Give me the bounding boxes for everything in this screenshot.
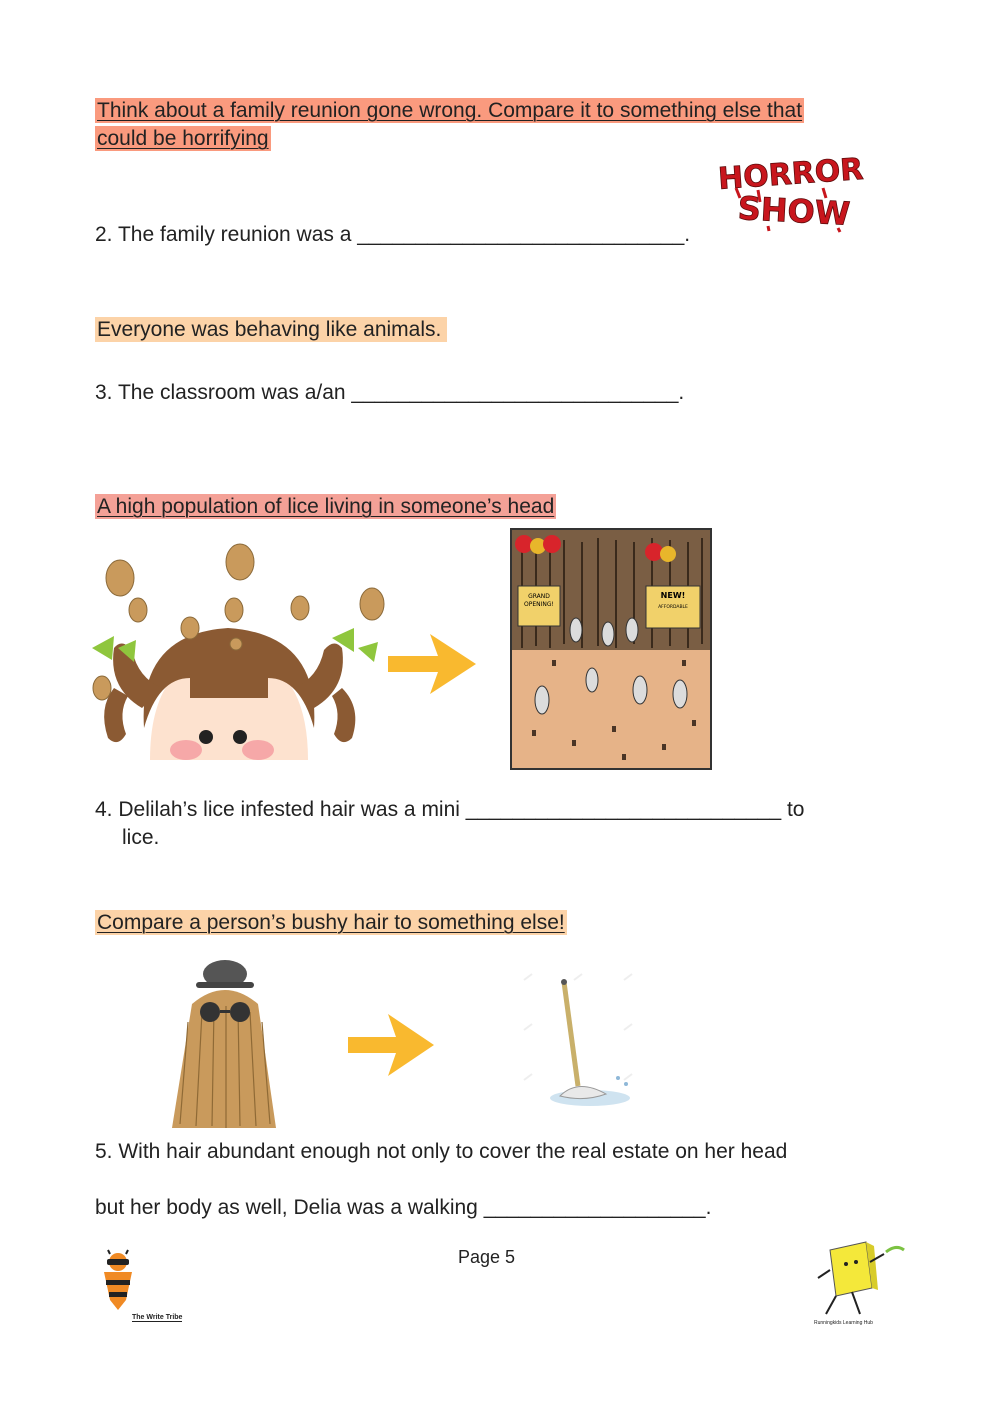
question-4-line-2: lice.	[122, 826, 160, 849]
question-5-line-2: but her body as well, Delia was a walking ___________________.	[95, 1196, 712, 1219]
running-book-icon	[812, 1240, 908, 1318]
question-5-line-1: 5. With hair abundant enough not only to cover the real estate on her head	[95, 1140, 788, 1163]
arrow-right-icon-2	[346, 1012, 436, 1078]
prompt-animals-text: Everyone was behaving like animals.	[95, 317, 447, 342]
prompt-lice-text: A high population of lice living in someone’s head	[97, 495, 555, 518]
prompt-bushy-hair-text: Compare a person’s bushy hair to something else!	[97, 911, 565, 934]
prompt-line-2: could be horrifying	[97, 127, 269, 150]
write-tribe-logo	[98, 1250, 208, 1326]
question-2: 2. The family reunion was a ____________________________.	[95, 223, 691, 246]
svg-text:AFFORDABLE: AFFORDABLE	[658, 605, 688, 610]
question-4-line-1: 4. Delilah’s lice infested hair was a mini ___________________________ to	[95, 798, 805, 821]
svg-text:SHOW: SHOW	[736, 189, 852, 233]
lice-comic-image	[510, 528, 712, 770]
write-tribe-label: The Write Tribe	[132, 1314, 183, 1321]
prompt-line-1: Think about a family reunion gone wrong. Compare it to something else that	[97, 99, 803, 122]
arrow-right-icon	[386, 632, 478, 696]
horror-show-image	[717, 148, 865, 233]
cousin-itt-image	[168, 952, 282, 1132]
prompt-lice	[95, 493, 556, 521]
bee-icon	[98, 1250, 138, 1312]
prompt-animals	[95, 316, 447, 344]
runningkids-logo	[812, 1240, 908, 1344]
page-number: Page 5	[458, 1247, 516, 1267]
question-4	[95, 796, 804, 852]
prompt-bushy-hair	[95, 909, 567, 937]
svg-text:GRAND: GRAND	[528, 593, 550, 600]
svg-text:OPENING!: OPENING!	[524, 601, 554, 608]
prompt-family-reunion	[95, 97, 804, 153]
svg-text:HORROR: HORROR	[717, 151, 865, 198]
runningkids-label: Runningkids Learning Hub	[814, 1320, 873, 1326]
svg-text:NEW!: NEW!	[660, 591, 686, 600]
mop-image	[514, 960, 674, 1124]
lice-girl-image	[78, 538, 396, 760]
question-3: 3. The classroom was a/an ____________________________.	[95, 381, 685, 404]
